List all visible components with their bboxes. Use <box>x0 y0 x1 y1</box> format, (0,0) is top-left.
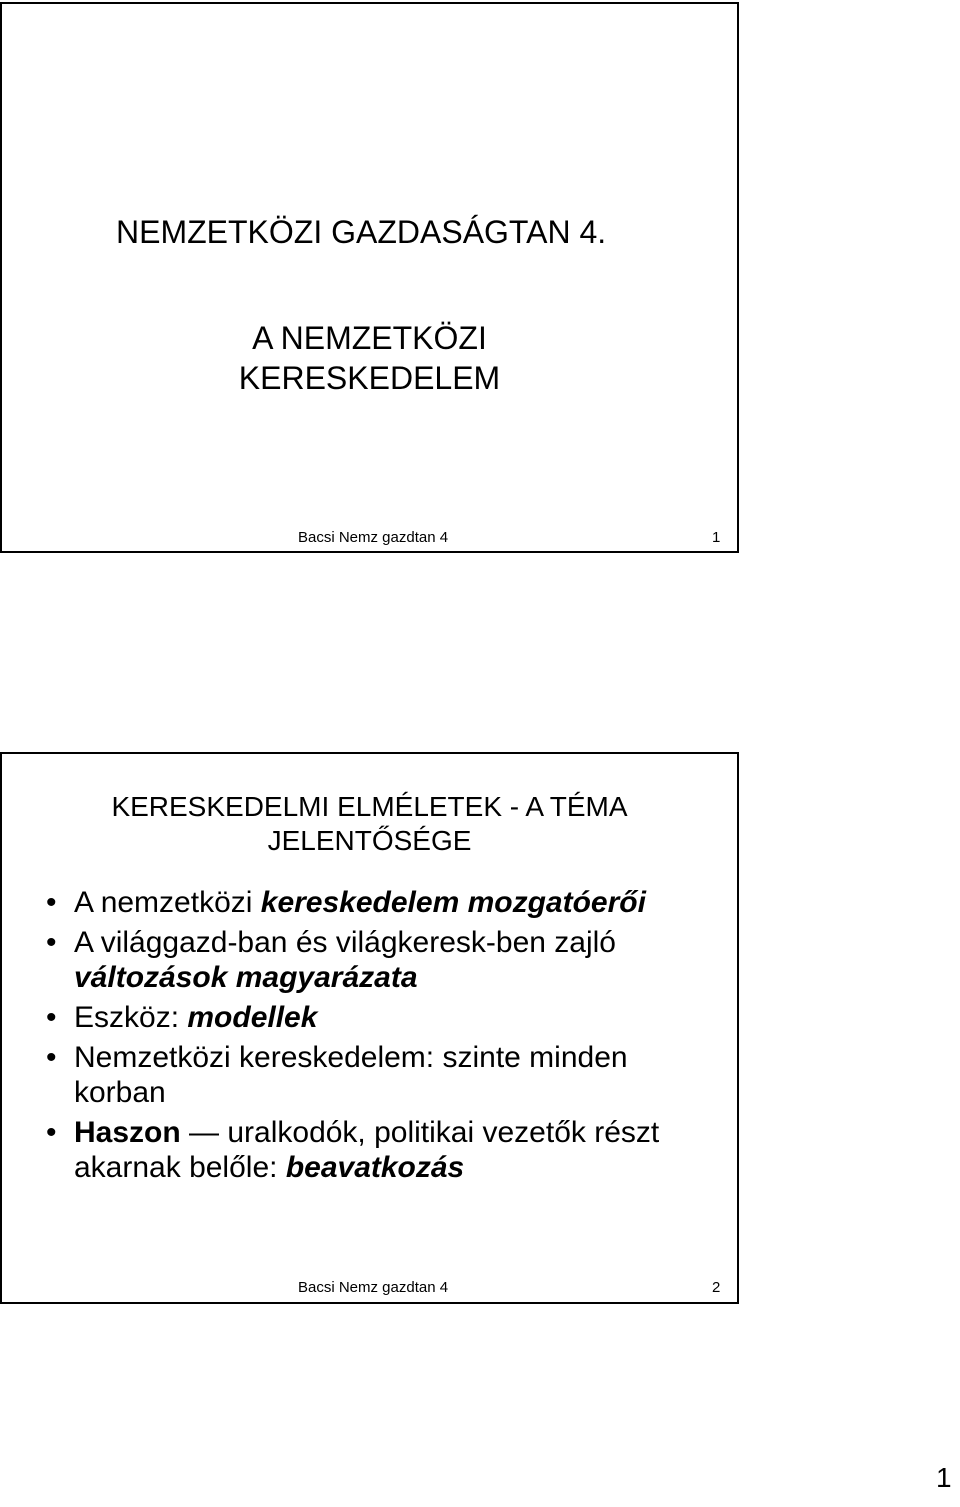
bullet-bold: Haszon <box>74 1116 181 1149</box>
bullet-list <box>46 885 714 1190</box>
bullet-icon: • <box>46 926 57 959</box>
slide-1 <box>0 2 739 553</box>
bullet-icon: • <box>46 1116 57 1149</box>
bullet-text: Nemzetközi kereskedelem: szinte minden korban <box>74 1041 628 1109</box>
sheet-page-number: 1 <box>936 1462 952 1493</box>
list-item <box>46 1000 714 1035</box>
subtitle-line-2: KERESKEDELEM <box>238 360 501 396</box>
bullet-text: — uralkodók, politikai vezetők részt akarnak belőle: <box>74 1116 660 1184</box>
bullet-emphasis: beavatkozás <box>285 1151 465 1184</box>
slide-heading <box>2 790 737 858</box>
bullet-emphasis: változások magyarázata <box>74 961 418 994</box>
slide-subtitle <box>2 318 737 398</box>
bullet-text: A világgazd-ban és világkeresk-ben zajló <box>74 926 616 959</box>
slide-footer: Bacsi Nemz gazdtan 4 <box>298 529 449 546</box>
bullet-icon: • <box>46 1041 57 1074</box>
list-item <box>46 885 714 920</box>
slide-footer: Bacsi Nemz gazdtan 4 <box>298 1279 449 1296</box>
bullet-emphasis: modellek <box>187 1001 318 1034</box>
bullet-text: A nemzetközi <box>74 886 261 919</box>
slide-title: NEMZETKÖZI GAZDASÁGTAN 4. <box>116 214 607 250</box>
list-item <box>46 925 714 995</box>
subtitle-line-1: A NEMZETKÖZI <box>252 320 487 356</box>
heading-line-2: JELENTŐSÉGE <box>267 825 472 856</box>
bullet-emphasis: kereskedelem mozgatóerői <box>260 886 646 919</box>
heading-line-1: KERESKEDELMI ELMÉLETEK - A TÉMA <box>111 791 628 822</box>
slide-page-number: 2 <box>712 1279 721 1296</box>
bullet-icon: • <box>46 886 57 919</box>
bullet-icon: • <box>46 1001 57 1034</box>
list-item <box>46 1115 714 1185</box>
slide-page-number: 1 <box>712 529 721 546</box>
bullet-text: Eszköz: <box>74 1001 188 1034</box>
slide-2 <box>0 752 739 1304</box>
list-item <box>46 1040 714 1110</box>
